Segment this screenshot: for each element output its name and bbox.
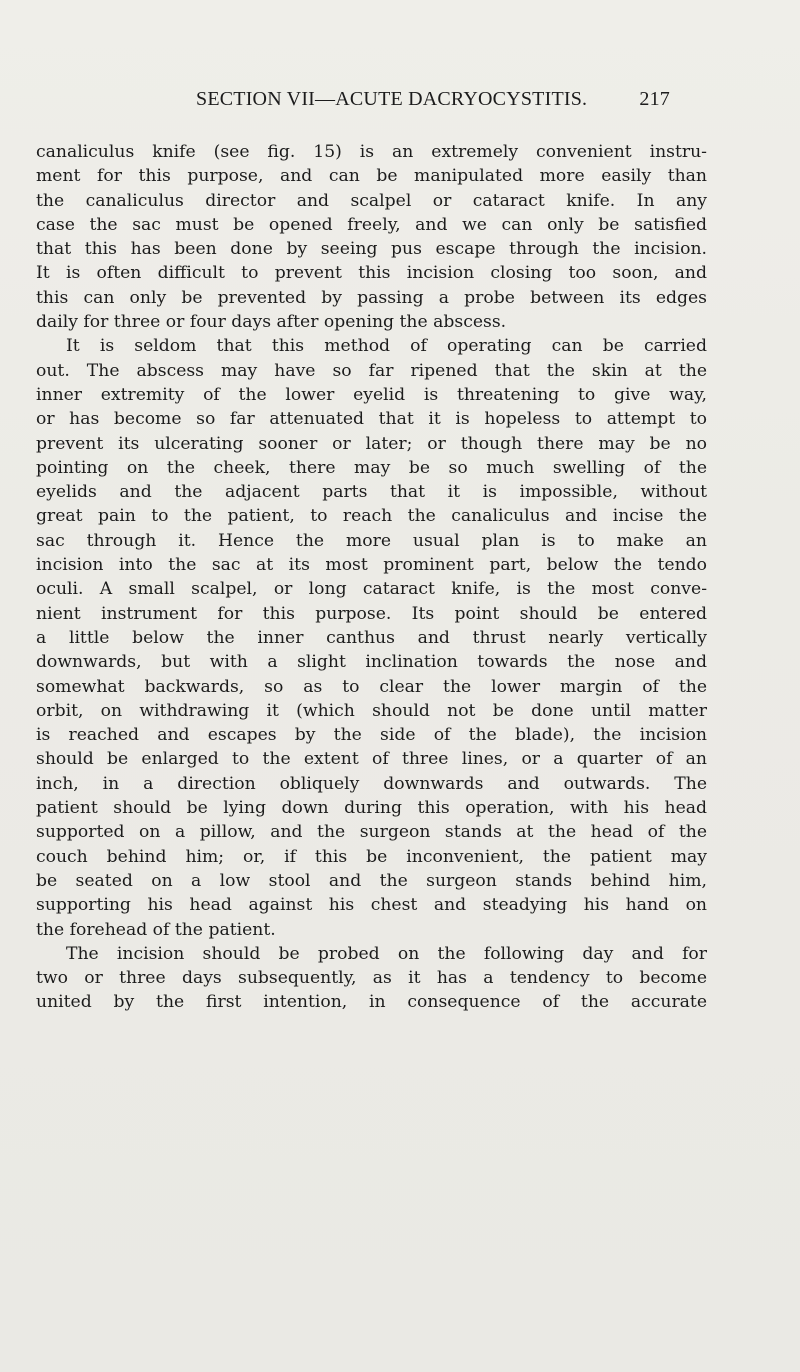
- body-text: [36, 140, 707, 1015]
- text-line: a little below the inner canthus and thrust nearly vertically: [36, 627, 707, 648]
- text-line: sac through it. Hence the more usual plan is to make an: [36, 530, 707, 551]
- text-line: incision into the sac at its most prominent part, below the tendo: [36, 555, 707, 576]
- text-line: should be enlarged to the extent of three lines, or a quarter of an: [36, 749, 707, 770]
- text-line: supporting his head against his chest and steadying his hand on: [36, 895, 707, 916]
- text-line: oculi. A small scalpel, or long cataract knife, is the most conve-: [36, 579, 707, 600]
- text-line: eyelids and the adjacent parts that it is impossible, without: [36, 482, 707, 503]
- text-line: ment for this purpose, and can be manipulated more easily than: [36, 166, 707, 187]
- running-head-title: SECTION VII—ACUTE DACRYOCYSTITIS.: [196, 88, 588, 110]
- text-line: inch, in a direction obliquely downwards and outwards. The: [36, 773, 707, 794]
- text-line: supported on a pillow, and the surgeon stands at the head of the: [36, 822, 707, 843]
- text-line: two or three days subsequently, as it has a tendency to become: [36, 968, 707, 989]
- text-line: case the sac must be opened freely, and we can only be satisfied: [36, 214, 707, 235]
- text-line: united by the first intention, in consequence of the accurate: [36, 992, 707, 1013]
- text-line: It is seldom that this method of operating can be carried: [66, 336, 707, 357]
- text-line: this can only be prevented by passing a probe between its edges: [36, 287, 707, 308]
- text-line: somewhat backwards, so as to clear the lower margin of the: [36, 676, 707, 697]
- text-line: the forehead of the patient.: [36, 919, 276, 940]
- text-line: inner extremity of the lower eyelid is threatening to give way,: [36, 384, 707, 405]
- running-head: [196, 88, 670, 114]
- text-line: daily for three or four days after opening the abscess.: [36, 312, 507, 333]
- text-line: great pain to the patient, to reach the canaliculus and incise the: [36, 506, 707, 527]
- text-line: pointing on the cheek, there may be so much swelling of the: [36, 457, 707, 478]
- text-line: out. The abscess may have so far ripened that the skin at the: [36, 360, 707, 381]
- text-line: or has become so far attenuated that it is hopeless to attempt to: [36, 409, 707, 430]
- page-number: 217: [639, 88, 670, 110]
- text-line: patient should be lying down during this operation, with his head: [36, 798, 707, 819]
- text-line: prevent its ulcerating sooner or later; or though there may be no: [36, 433, 707, 454]
- text-line: canaliculus knife (see fig. 15) is an extremely convenient instru-: [36, 142, 707, 162]
- text-line: nient instrument for this purpose. Its point should be entered: [36, 603, 707, 624]
- text-line: The incision should be probed on the following day and for: [66, 943, 707, 964]
- text-line: downwards, but with a slight inclination towards the nose and: [36, 652, 707, 673]
- text-line: the canaliculus director and scalpel or cataract knife. In any: [36, 190, 707, 211]
- text-line: couch behind him; or, if this be inconvenient, the patient may: [36, 846, 707, 867]
- text-line: that this has been done by seeing pus escape through the incision.: [36, 239, 707, 260]
- text-line: It is often difficult to prevent this incision closing too soon, and: [36, 263, 707, 284]
- text-line: is reached and escapes by the side of the blade), the incision: [36, 725, 707, 746]
- text-line: be seated on a low stool and the surgeon stands behind him,: [36, 870, 707, 891]
- text-line: orbit, on withdrawing it (which should not be done until matter: [36, 700, 707, 721]
